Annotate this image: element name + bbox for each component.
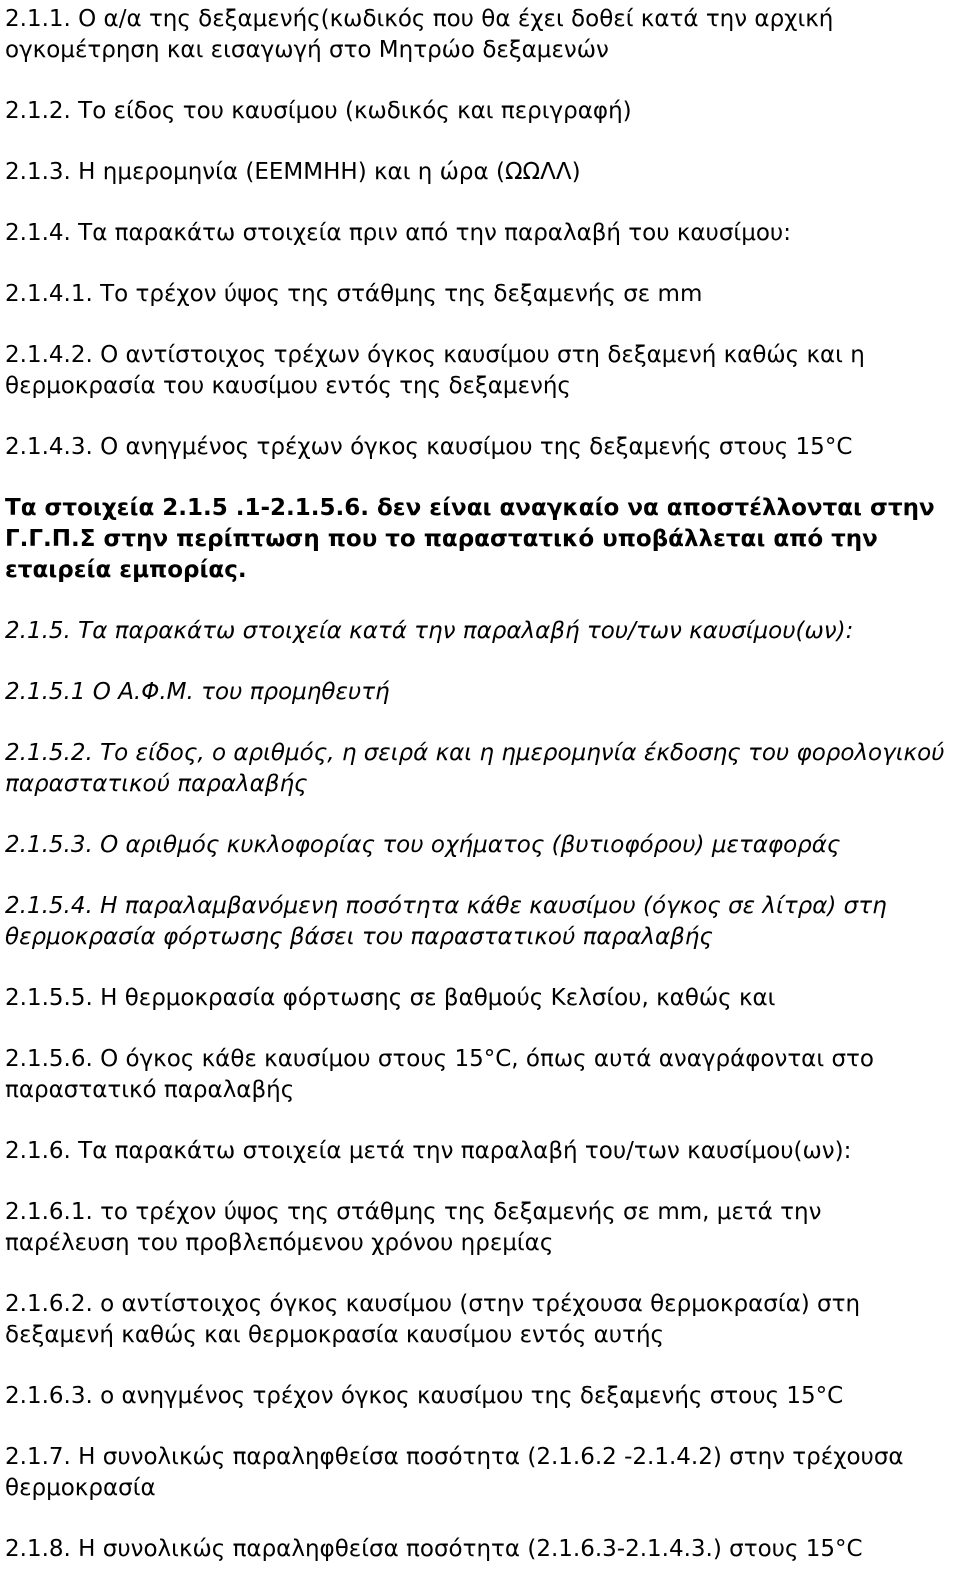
paragraph-2-1-5-3: 2.1.5.3. Ο αριθμός κυκλοφορίας του οχήματος (βυτιοφόρου) μεταφοράς <box>5 832 841 858</box>
paragraph-2-1-4-2: 2.1.4.2. Ο αντίστοιχος τρέχων όγκος καυσίμου στη δεξαμενή καθώς και η θερμοκρασία του καυσίμου εντός της δεξαμενής <box>5 342 865 399</box>
paragraph-2-1-1: 2.1.1. Ο α/α της δεξαμενής(κωδικός που θα έχει δοθεί κατά την αρχική ογκομέτρηση και εισαγωγή στο Μητρώο δεξαμενών <box>5 6 834 63</box>
paragraph-2-1-4-3: 2.1.4.3. Ο ανηγμένος τρέχων όγκος καυσίμου της δεξαμενής στους 15°C <box>5 434 853 460</box>
paragraph-2-1-5-1: 2.1.5.1 Ο Α.Φ.Μ. του προμηθευτή <box>5 679 390 705</box>
paragraph-2-1-5-6: 2.1.5.6. Ο όγκος κάθε καυσίμου στους 15°C, όπως αυτά αναγράφονται στο παραστατικό παραλαβής <box>5 1046 874 1103</box>
paragraph-2-1-4: 2.1.4. Τα παρακάτω στοιχεία πριν από την παραλαβή του καυσίμου: <box>5 220 791 246</box>
paragraph-2-1-6-3: 2.1.6.3. ο ανηγμένος τρέχον όγκος καυσίμου της δεξαμενής στους 15°C <box>5 1383 844 1409</box>
paragraph-2-1-6-1: 2.1.6.1. το τρέχον ύψος της στάθμης της δεξαμενής σε mm, μετά την παρέλευση του προβλεπόμενου χρόνου ηρεμίας <box>5 1199 822 1256</box>
paragraph-2-1-5-5: 2.1.5.5. Η θερμοκρασία φόρτωσης σε βαθμούς Κελσίου, καθώς και <box>5 985 776 1011</box>
paragraph-2-1-2: 2.1.2. Το είδος του καυσίμου (κωδικός και περιγραφή) <box>5 98 632 124</box>
paragraph-2-1-6: 2.1.6. Τα παρακάτω στοιχεία μετά την παραλαβή του/των καυσίμου(ων): <box>5 1138 852 1164</box>
paragraph-2-1-4-1: 2.1.4.1. Το τρέχον ύψος της στάθμης της δεξαμενής σε mm <box>5 281 703 307</box>
paragraph-2-1-7: 2.1.7. Η συνολικώς παραληφθείσα ποσότητα (2.1.6.2 -2.1.4.2) στην τρέχουσα θερμοκρασία <box>5 1444 904 1501</box>
paragraph-2-1-5-4: 2.1.5.4. Η παραλαμβανόμενη ποσότητα κάθε καυσίμου (όγκος σε λίτρα) στη θερμοκρασία φόρτωσης βάσει του παραστατικού παραλαβής <box>5 893 887 950</box>
paragraph-2-1-8: 2.1.8. Η συνολικώς παραληφθείσα ποσότητα (2.1.6.3-2.1.4.3.) στους 15°C <box>5 1536 863 1562</box>
paragraph-2-1-5: 2.1.5. Τα παρακάτω στοιχεία κατά την παραλαβή του/των καυσίμου(ων): <box>5 618 854 644</box>
note-bold-paragraph: Τα στοιχεία 2.1.5 .1-2.1.5.6. δεν είναι αναγκαίο να αποστέλλονται στην Γ.Γ.Π.Σ στην περίπτωση που το παραστατικό υποβάλλεται από την εταιρεία εμπορίας. <box>5 495 935 583</box>
paragraph-2-1-3: 2.1.3. Η ημερομηνία (ΕΕΜΜΗΗ) και η ώρα (ΩΩΛΛ) <box>5 159 581 185</box>
paragraph-2-1-5-2: 2.1.5.2. Το είδος, ο αριθμός, η σειρά και η ημερομηνία έκδοσης του φορολογικού παραστατικού παραλαβής <box>5 740 945 797</box>
paragraph-2-1-6-2: 2.1.6.2. ο αντίστοιχος όγκος καυσίμου (στην τρέχουσα θερμοκρασία) στη δεξαμενή καθώς και θερμοκρασία καυσίμου εντός αυτής <box>5 1291 861 1348</box>
